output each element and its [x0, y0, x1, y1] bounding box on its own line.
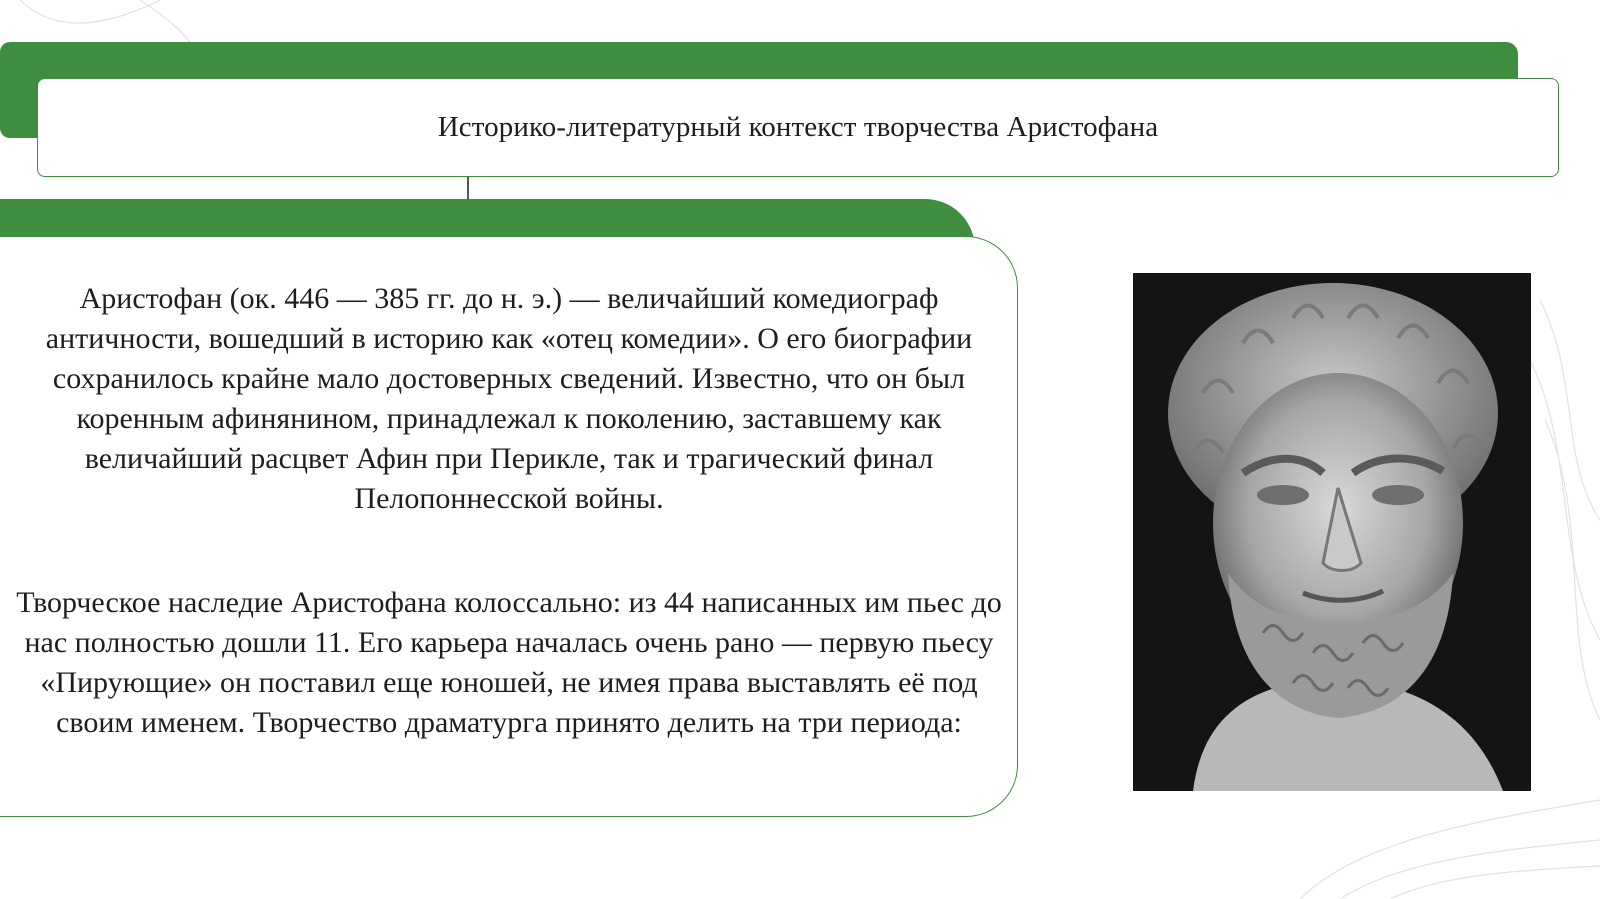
paragraph-biography: Аристофан (ок. 446 — 385 гг. до н. э.) — величайший комедиограф античности, вошедший в историю как «отец комедии». О его биографии сохранилось крайне мало достоверных сведений. Известно, что он был коренным афинянином, принадлежал к поколению, заставшему как величайший расцвет Афин при Перикле, так и трагический финал Пелопоннесской войны. [45, 282, 973, 515]
paragraph-legacy: Творческое наследие Аристофана колоссально: из 44 написанных им пьес до нас полностью дошли 11. Его карьера началась очень рано — первую пьесу «Пирующие» он поставил еще юношей, не имея права выставлять её под своим именем. Творчество драматурга принято делить на три периода: [16, 586, 1002, 739]
title-box [37, 78, 1559, 177]
page-title: Историко-литературный контекст творчества Аристофана [437, 111, 1159, 143]
bust-portrait-image [1133, 273, 1531, 791]
bust-portrait-icon [1133, 273, 1531, 791]
connector-line [467, 177, 469, 199]
